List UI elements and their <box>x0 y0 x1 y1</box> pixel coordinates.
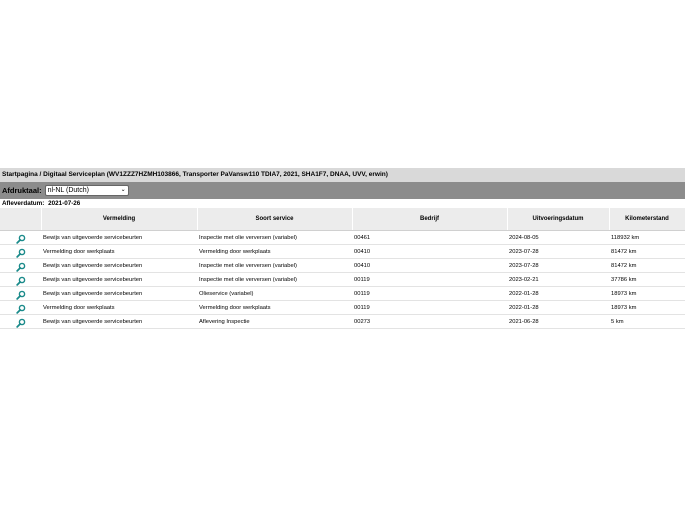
cell-vermelding: Bewijs van uitgevoerde servicebeurten <box>41 259 197 273</box>
row-detail-cell <box>0 245 41 259</box>
row-detail-cell <box>0 315 41 329</box>
print-language-select[interactable] <box>45 185 129 196</box>
cell-soort-service: Inspectie met olie verversen (variabel) <box>197 231 352 245</box>
cell-soort-service: Aflevering Inspectie <box>197 315 352 329</box>
cell-vermelding: Bewijs van uitgevoerde servicebeurten <box>41 287 197 301</box>
header-vermelding: Vermelding <box>41 208 197 231</box>
header-bedrijf: Bedrijf <box>352 208 507 231</box>
table-header-row <box>0 208 685 231</box>
table-row <box>0 315 685 329</box>
cell-kilometerstand: 37786 km <box>609 273 685 287</box>
header-uitvoeringsdatum: Uitvoeringsdatum <box>507 208 609 231</box>
row-detail-cell <box>0 259 41 273</box>
cell-vermelding: Vermelding door werkplaats <box>41 301 197 315</box>
cell-uitvoeringsdatum: 2023-02-21 <box>507 273 609 287</box>
cell-kilometerstand: 81472 km <box>609 259 685 273</box>
delivery-date <box>0 199 80 208</box>
cell-kilometerstand: 118932 km <box>609 231 685 245</box>
cell-bedrijf: 00119 <box>352 273 507 287</box>
delivery-date-label: Afleverdatum: <box>2 200 45 207</box>
breadcrumb: Startpagina / Digitaal Serviceplan (WV1ZZZ7HZMH103866, Transporter PaVansw110 TDIA7, 2021, SHA1F7, DNAA, UVV, erwin) <box>0 168 685 182</box>
cell-vermelding: Bewijs van uitgevoerde servicebeurten <box>41 273 197 287</box>
table-row <box>0 259 685 273</box>
cell-vermelding: Bewijs van uitgevoerde servicebeurten <box>41 231 197 245</box>
row-detail-cell <box>0 287 41 301</box>
cell-uitvoeringsdatum: 2023-07-28 <box>507 259 609 273</box>
table-row <box>0 273 685 287</box>
magnifier-icon[interactable] <box>16 290 26 300</box>
cell-uitvoeringsdatum: 2024-08-05 <box>507 231 609 245</box>
magnifier-icon[interactable] <box>16 248 26 258</box>
cell-soort-service: Vermelding door werkplaats <box>197 245 352 259</box>
cell-vermelding: Vermelding door werkplaats <box>41 245 197 259</box>
cell-bedrijf: 00273 <box>352 315 507 329</box>
table-row <box>0 301 685 315</box>
cell-soort-service: Inspectie met olie verversen (variabel) <box>197 259 352 273</box>
header-soort-service: Soort service <box>197 208 352 231</box>
table-row <box>0 245 685 259</box>
cell-soort-service: Olieservice (variabel) <box>197 287 352 301</box>
header-icon-col <box>0 208 41 231</box>
chevron-down-icon: ⌄ <box>120 187 126 193</box>
magnifier-icon[interactable] <box>16 318 26 328</box>
print-language-bar <box>0 182 685 199</box>
row-detail-cell <box>0 273 41 287</box>
delivery-date-value: 2021-07-26 <box>48 200 81 207</box>
cell-kilometerstand: 18973 km <box>609 287 685 301</box>
header-kilometerstand: Kilometerstand <box>609 208 685 231</box>
cell-bedrijf: 00461 <box>352 231 507 245</box>
cell-soort-service: Inspectie met olie verversen (variabel) <box>197 273 352 287</box>
magnifier-icon[interactable] <box>16 262 26 272</box>
print-language-label: Afdruktaal: <box>2 186 42 195</box>
table-row <box>0 287 685 301</box>
magnifier-icon[interactable] <box>16 304 26 314</box>
table-row <box>0 231 685 245</box>
cell-bedrijf: 00119 <box>352 287 507 301</box>
cell-uitvoeringsdatum: 2022-01-28 <box>507 287 609 301</box>
cell-uitvoeringsdatum: 2021-06-28 <box>507 315 609 329</box>
cell-uitvoeringsdatum: 2023-07-28 <box>507 245 609 259</box>
cell-soort-service: Vermelding door werkplaats <box>197 301 352 315</box>
row-detail-cell <box>0 301 41 315</box>
cell-vermelding: Bewijs van uitgevoerde servicebeurten <box>41 315 197 329</box>
service-table <box>0 208 685 329</box>
row-detail-cell <box>0 231 41 245</box>
magnifier-icon[interactable] <box>16 276 26 286</box>
cell-kilometerstand: 18973 km <box>609 301 685 315</box>
cell-kilometerstand: 5 km <box>609 315 685 329</box>
cell-bedrijf: 00410 <box>352 259 507 273</box>
print-language-selected: nl-NL (Dutch) <box>47 187 89 194</box>
cell-bedrijf: 00410 <box>352 245 507 259</box>
cell-bedrijf: 00119 <box>352 301 507 315</box>
magnifier-icon[interactable] <box>16 234 26 244</box>
cell-uitvoeringsdatum: 2022-01-28 <box>507 301 609 315</box>
cell-kilometerstand: 81472 km <box>609 245 685 259</box>
